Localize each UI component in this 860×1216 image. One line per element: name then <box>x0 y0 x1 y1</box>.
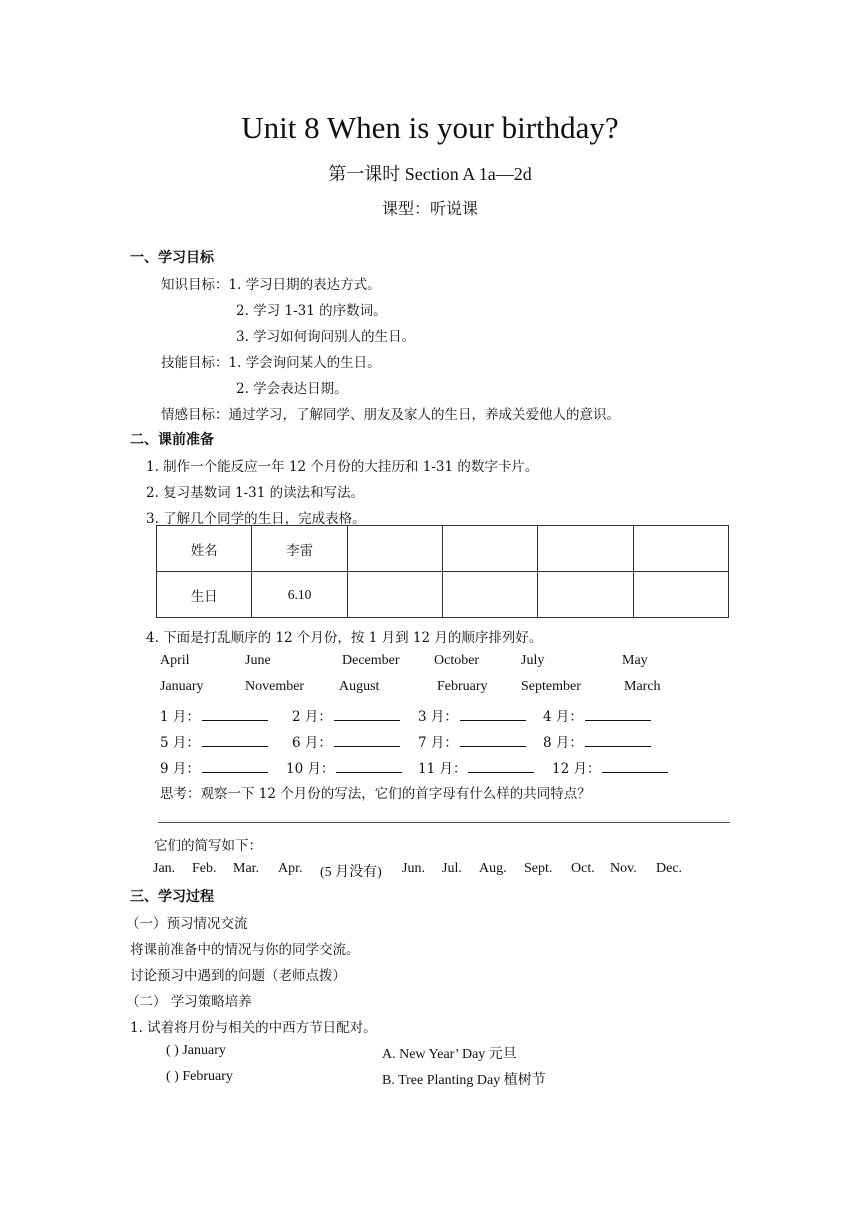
abbr-item: Dec. <box>656 861 683 876</box>
month-word: February <box>437 679 488 694</box>
think-question: 思考：观察一下 12 个月份的写法，它们的首字母有什么样的共同特点？ <box>160 786 591 802</box>
abbr-item: (5 月没有) <box>320 865 382 880</box>
month-blank[interactable]: 3 月： <box>418 705 526 725</box>
abbr-item: Jul. <box>442 861 462 876</box>
table-row <box>157 572 729 618</box>
month-word: September <box>521 679 581 694</box>
lesson-subtitle: 第一课时 Section A 1a—2d <box>328 164 532 184</box>
month-word: January <box>160 679 204 694</box>
task1: 1. 试着将月份与相关的中西方节日配对。 <box>130 1020 377 1036</box>
month-blank[interactable]: 7 月： <box>418 731 526 751</box>
abbr-item: Oct. <box>571 861 595 876</box>
month-blank[interactable]: 11 月： <box>418 757 534 777</box>
month-blank[interactable]: 1 月： <box>160 705 268 725</box>
month-blank[interactable]: 5 月： <box>160 731 268 751</box>
prep-item-3: 3. 了解几个同学的生日，完成表格。 <box>146 511 366 527</box>
part2-heading: （二） 学习策略培养 <box>126 994 252 1010</box>
table-cell[interactable] <box>443 526 538 572</box>
table-cell: 生日 <box>157 572 252 618</box>
page-title: Unit 8 When is your birthday? <box>241 110 619 145</box>
knowledge-goal-2: 2. 学习 1-31 的序数词。 <box>236 303 387 319</box>
abbr-item: Mar. <box>233 861 260 876</box>
emotion-goal: 情感目标：通过学习，了解同学、朋友及家人的生日，养成关爱他人的意识。 <box>161 407 620 423</box>
month-blank[interactable]: 8 月： <box>543 731 651 751</box>
abbr-intro: 它们的简写如下： <box>154 838 262 854</box>
abbr-item: Nov. <box>610 861 637 876</box>
part1-heading: （一）预习情况交流 <box>126 916 248 932</box>
match-left[interactable]: ( ) January <box>166 1043 226 1058</box>
match-left[interactable]: ( ) February <box>166 1069 233 1084</box>
prep-item-2: 2. 复习基数词 1-31 的读法和写法。 <box>146 485 365 501</box>
month-word: May <box>622 653 648 668</box>
abbr-item: Jan. <box>153 861 176 876</box>
table-cell[interactable] <box>538 526 633 572</box>
table-cell[interactable] <box>347 526 442 572</box>
table-cell[interactable] <box>443 572 538 618</box>
month-word: March <box>624 679 661 694</box>
table-cell: 李雷 <box>252 526 347 572</box>
part1-line2: 讨论预习中遇到的问题（老师点拨） <box>130 968 346 984</box>
month-word: April <box>160 653 190 668</box>
month-blank[interactable]: 6 月： <box>292 731 400 751</box>
month-word: December <box>342 653 400 668</box>
section1-heading: 一、学习目标 <box>130 250 214 266</box>
month-word: June <box>245 653 271 668</box>
prep-item-1: 1. 制作一个能反应一年 12 个月份的大挂历和 1-31 的数字卡片。 <box>146 459 539 475</box>
abbr-item: Apr. <box>278 861 303 876</box>
section2-heading: 二、课前准备 <box>130 432 214 448</box>
section3-heading: 三、学习过程 <box>130 889 214 905</box>
knowledge-goal-1: 知识目标：1. 学习日期的表达方式。 <box>161 277 381 293</box>
knowledge-goal-3: 3. 学习如何询问别人的生日。 <box>236 329 416 345</box>
match-right: B. Tree Planting Day 植树节 <box>382 1073 546 1088</box>
match-right: A. New Year’ Day 元旦 <box>382 1047 517 1062</box>
abbr-item: Jun. <box>402 861 425 876</box>
table-cell: 6.10 <box>252 572 347 618</box>
month-word: October <box>434 653 480 668</box>
prep-item-4: 4. 下面是打乱顺序的 12 个月份，按 1 月到 12 月的顺序排列好。 <box>146 630 543 646</box>
month-word: August <box>339 679 380 694</box>
part1-line1: 将课前准备中的情况与你的同学交流。 <box>130 942 360 958</box>
abbr-item: Sept. <box>524 861 553 876</box>
table-cell[interactable] <box>538 572 633 618</box>
birthday-table <box>156 525 729 618</box>
table-cell: 姓名 <box>157 526 252 572</box>
abbr-item: Aug. <box>479 861 507 876</box>
skill-goal-2: 2. 学会表达日期。 <box>236 381 348 397</box>
skill-goal-1: 技能目标：1. 学会询问某人的生日。 <box>161 355 381 371</box>
abbr-item: Feb. <box>192 861 217 876</box>
table-cell[interactable] <box>633 526 728 572</box>
month-word: July <box>521 653 545 668</box>
month-word: November <box>245 679 305 694</box>
table-cell[interactable] <box>633 572 728 618</box>
month-blank[interactable]: 10 月： <box>286 757 402 777</box>
month-blank[interactable]: 4 月： <box>543 705 651 725</box>
table-cell[interactable] <box>347 572 442 618</box>
month-blank[interactable]: 2 月： <box>292 705 400 725</box>
answer-line[interactable] <box>158 822 730 823</box>
month-blank[interactable]: 9 月： <box>160 757 268 777</box>
table-row <box>157 526 729 572</box>
lesson-type: 课型：听说课 <box>381 199 478 218</box>
month-blank[interactable]: 12 月： <box>552 757 668 777</box>
